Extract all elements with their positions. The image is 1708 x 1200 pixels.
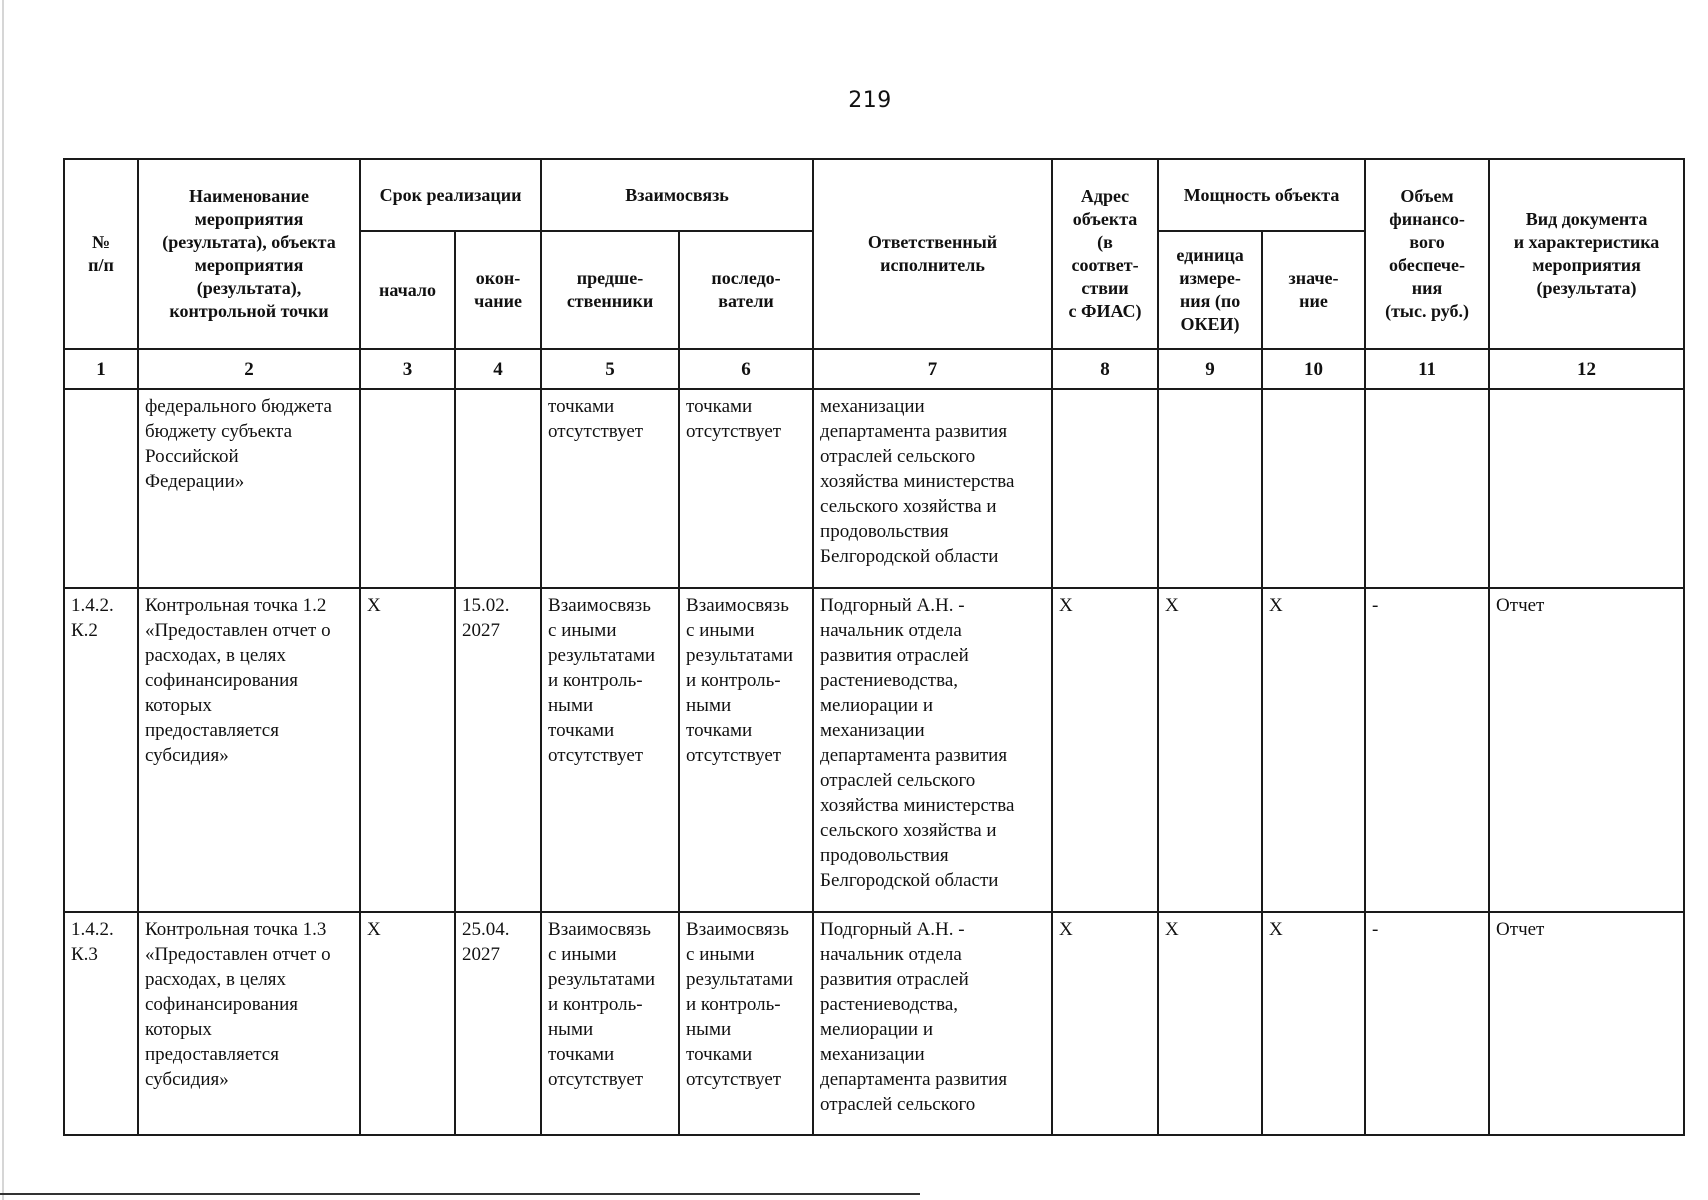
column-number: 8 <box>1052 349 1158 389</box>
header-name: Наименование мероприятия (результата), объекта мероприятия (результата), контрольной точки <box>138 159 360 349</box>
cell-executor: Подгорный А.Н. - начальник отдела развития отраслей растениеводства, мелиорации и механизации департамента развития отраслей сельского хозяйства министерства сельского хозяйства и продовольствия Белгородской области <box>813 588 1052 912</box>
header-funding: Объем финансо- вого обеспече- ния (тыс. руб.) <box>1365 159 1489 349</box>
cell-end: 15.02. 2027 <box>455 588 541 912</box>
column-number: 11 <box>1365 349 1489 389</box>
header-relation: Взаимосвязь <box>541 159 813 231</box>
header-num: № п/п <box>64 159 138 349</box>
header-period: Срок реализации <box>360 159 541 231</box>
header-capacity: Мощность объекта <box>1158 159 1365 231</box>
column-number: 9 <box>1158 349 1262 389</box>
cell-unit: X <box>1158 912 1262 1135</box>
cell-num: 1.4.2. К.2 <box>64 588 138 912</box>
cell-name: федерального бюджета бюджету субъекта Российской Федерации» <box>138 389 360 588</box>
column-number: 12 <box>1489 349 1684 389</box>
table-row <box>64 588 1684 912</box>
cell-doc-type: Отчет <box>1489 912 1684 1135</box>
cell-unit: X <box>1158 588 1262 912</box>
cell-end: 25.04. 2027 <box>455 912 541 1135</box>
header-start: начало <box>360 231 455 349</box>
cell-successors: Взаимосвязь с иными результатами и контроль- ными точками отсутствует <box>679 912 813 1135</box>
page-number: 219 <box>848 88 892 113</box>
cell-predecessors: Взаимосвязь с иными результатами и контроль- ными точками отсутствует <box>541 588 679 912</box>
header-end: окон- чание <box>455 231 541 349</box>
cell-unit <box>1158 389 1262 588</box>
cell-doc-type: Отчет <box>1489 588 1684 912</box>
cell-end <box>455 389 541 588</box>
cell-num: 1.4.2. К.3 <box>64 912 138 1135</box>
cell-address: X <box>1052 912 1158 1135</box>
cell-predecessors: Взаимосвязь с иными результатами и контроль- ными точками отсутствует <box>541 912 679 1135</box>
table-row <box>64 912 1684 1135</box>
column-number: 7 <box>813 349 1052 389</box>
bottom-rule <box>0 1193 920 1195</box>
cell-doc-type <box>1489 389 1684 588</box>
cell-name: Контрольная точка 1.2 «Предоставлен отчет о расходах, в целях софинансирования которых предоставляется субсидия» <box>138 588 360 912</box>
column-number: 10 <box>1262 349 1365 389</box>
column-number: 1 <box>64 349 138 389</box>
cell-value: X <box>1262 588 1365 912</box>
cell-executor: Подгорный А.Н. - начальник отдела развития отраслей растениеводства, мелиорации и механизации департамента развития отраслей сельского <box>813 912 1052 1135</box>
cell-funding: - <box>1365 588 1489 912</box>
header-address: Адрес объекта (в соответ- ствии с ФИАС) <box>1052 159 1158 349</box>
scan-edge <box>2 0 4 1200</box>
cell-num <box>64 389 138 588</box>
plan-table <box>63 158 1685 1136</box>
cell-value: X <box>1262 912 1365 1135</box>
cell-executor: механизации департамента развития отраслей сельского хозяйства министерства сельского хозяйства и продовольствия Белгородской области <box>813 389 1052 588</box>
cell-address: X <box>1052 588 1158 912</box>
table-row <box>64 389 1684 588</box>
cell-address <box>1052 389 1158 588</box>
cell-predecessors: точками отсутствует <box>541 389 679 588</box>
cell-successors: точками отсутствует <box>679 389 813 588</box>
header-doc-type: Вид документа и характеристика мероприятия (результата) <box>1489 159 1684 349</box>
cell-value <box>1262 389 1365 588</box>
header-value: значе- ние <box>1262 231 1365 349</box>
cell-start: X <box>360 588 455 912</box>
header-executor: Ответственный исполнитель <box>813 159 1052 349</box>
cell-successors: Взаимосвязь с иными результатами и контроль- ными точками отсутствует <box>679 588 813 912</box>
cell-name: Контрольная точка 1.3 «Предоставлен отчет о расходах, в целях софинансирования которых предоставляется субсидия» <box>138 912 360 1135</box>
column-number: 5 <box>541 349 679 389</box>
column-number-row <box>64 349 1684 389</box>
cell-start <box>360 389 455 588</box>
column-number: 2 <box>138 349 360 389</box>
column-number: 3 <box>360 349 455 389</box>
cell-start: X <box>360 912 455 1135</box>
header-predecessors: предше- ственники <box>541 231 679 349</box>
cell-funding: - <box>1365 912 1489 1135</box>
cell-funding <box>1365 389 1489 588</box>
header-successors: последо- ватели <box>679 231 813 349</box>
column-number: 6 <box>679 349 813 389</box>
column-number: 4 <box>455 349 541 389</box>
header-unit: единица измере- ния (по ОКЕИ) <box>1158 231 1262 349</box>
